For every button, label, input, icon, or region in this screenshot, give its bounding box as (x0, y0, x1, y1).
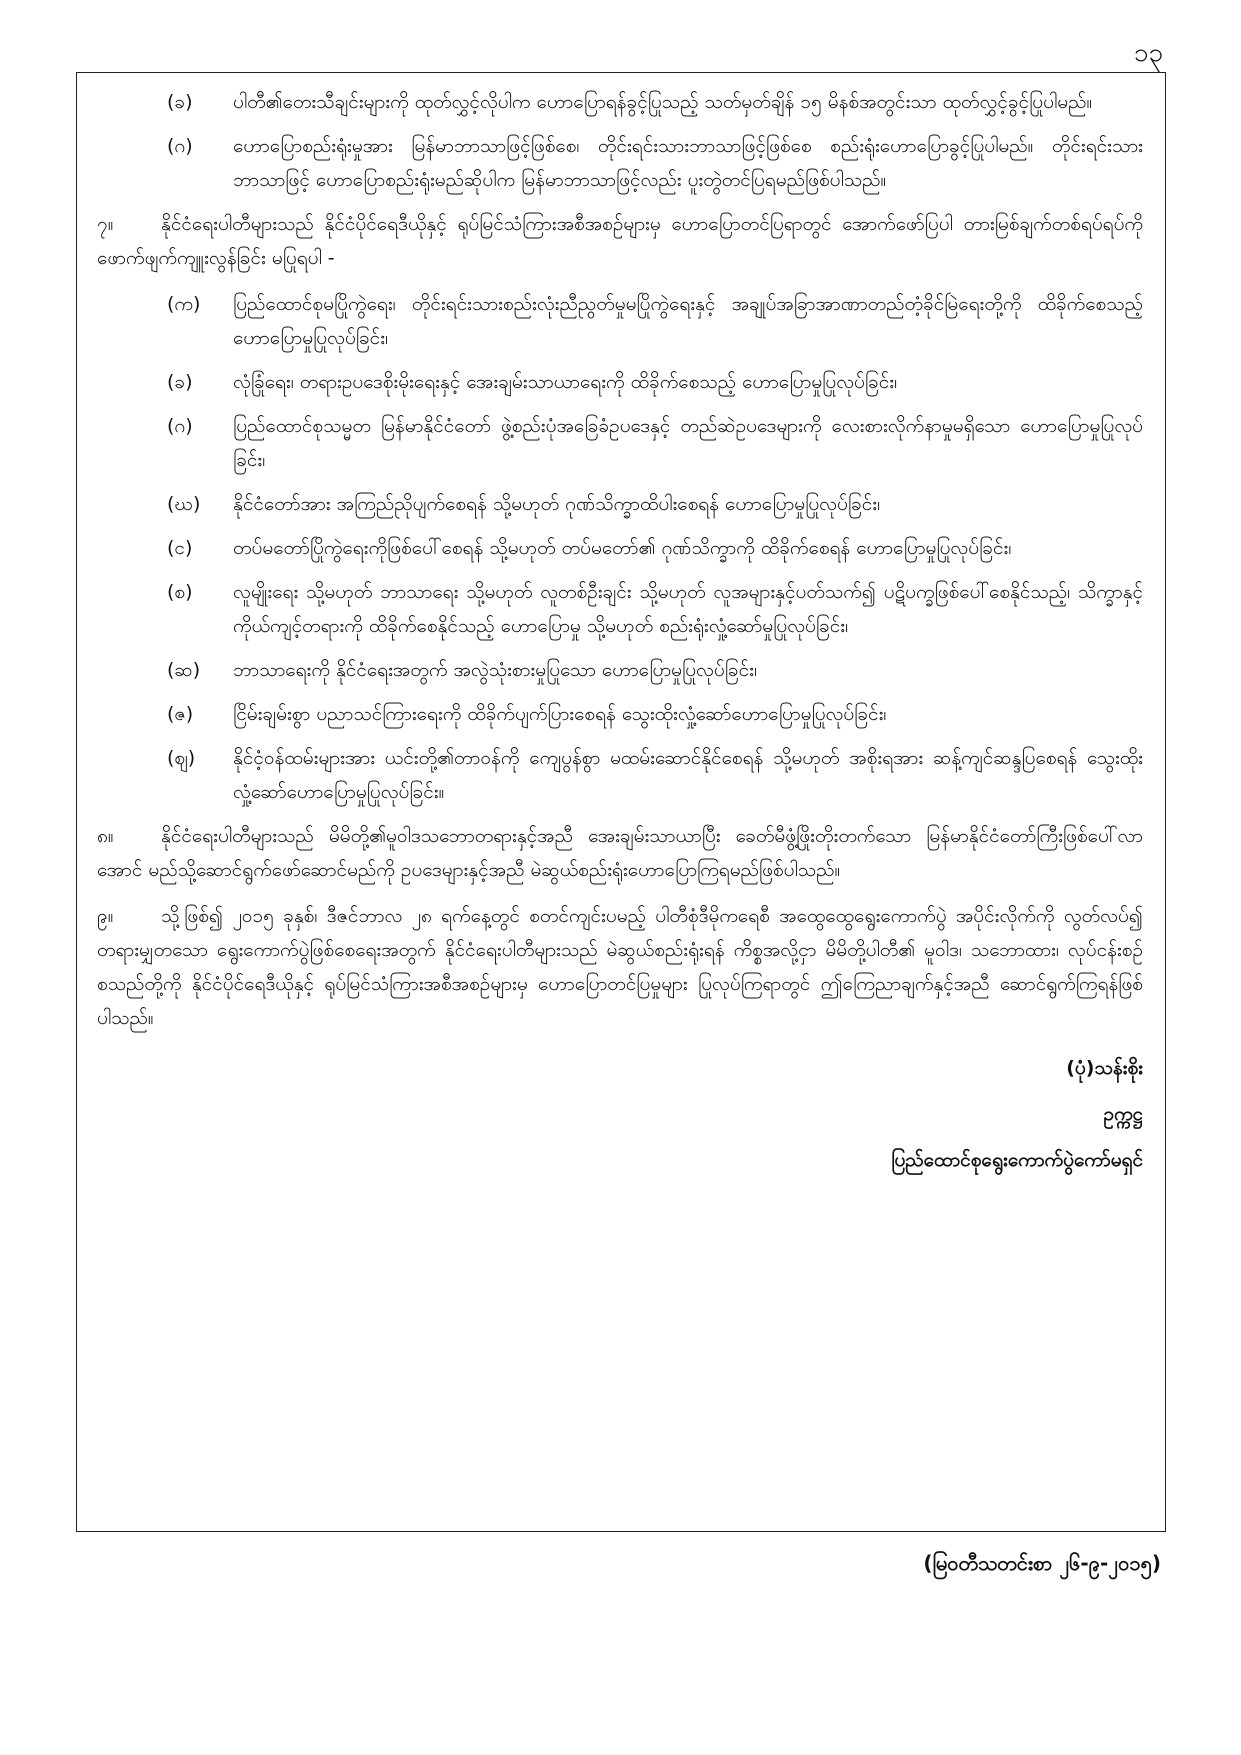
item-text: ပြည်ထောင်စုမပြိုကွဲရေး၊ တိုင်းရင်းသားစည်းလုံးညီညွတ်မှုမပြိုကွဲရေးနှင့် အချုပ်အခြာအာဏာတည်တံ့ခိုင်မြဲရေးတို့ကို ထိခိုက်စေသည့်ဟောပြောမှုပြုလုပ်ခြင်း၊ (233, 293, 1143, 349)
paragraph-8 (97, 819, 1143, 887)
item-marker: (ဂ) (167, 415, 193, 437)
list-item (167, 487, 1143, 521)
list-item (167, 287, 1143, 355)
item-text: ပါတီ၏တေးသီချင်းများကို ထုတ်လွှင့်လိုပါက ဟောပြောရန်ခွင့်ပြုသည့် သတ်မှတ်ချိန် ၁၅ မိနစ်အတွင်းသာ ထုတ်လွှင့်ခွင့်ပြုပါမည်။ (233, 91, 1093, 113)
document-frame (76, 72, 1166, 1532)
page-number: ၁၃ (1133, 38, 1163, 68)
signatory-name: (ပုံ)သန်းစိုး (1066, 1057, 1143, 1079)
paragraph-text: နိုင်ငံရေးပါတီများသည် မိမိတို့၏မူဝါဒသဘောတရားနှင့်အညီ အေးချမ်းသာယာပြီး ခေတ်မီဖွံ့ဖြိုးတိုးတက်သော မြန်မာနိုင်ငံတော်ကြီးဖြစ်ပေါ်လာအောင် မည်သို့ဆောင်ရွက်ဖော်ဆောင်မည်ကို ဥပဒေများနှင့်အညီ မဲဆွယ်စည်းရုံးဟောပြောကြရမည်ဖြစ်ပါသည်။ (97, 825, 1143, 881)
list-item (167, 653, 1143, 687)
item-marker: (င) (167, 537, 193, 559)
list-item (167, 409, 1143, 477)
paragraph-7 (97, 207, 1143, 275)
item-marker: (ဆ) (167, 659, 201, 681)
item-marker: (က) (167, 293, 201, 315)
list-item (167, 85, 1143, 119)
item-text: တပ်မတော်ပြိုကွဲရေးကိုဖြစ်ပေါ်စေရန် သို့မဟုတ် တပ်မတော်၏ ဂုဏ်သိက္ခာကို ထိခိုက်စေရန် ဟောပြောမှုပြုလုပ်ခြင်း၊ (233, 537, 1012, 559)
item-text: လူမျိုးရေး သို့မဟုတ် ဘာသာရေး သို့မဟုတ် လူတစ်ဦးချင်း သို့မဟုတ် လူအများနှင့်ပတ်သက်၍ ပဋိပက္ခဖြစ်ပေါ်စေနိုင်သည့်၊ သိက္ခာနှင့်ကိုယ်ကျင့်တရားကို ထိခိုက်စေနိုင်သည့် ဟောပြောမှု သို့မဟုတ် စည်းရုံးလှုံ့ဆော်မှုပြုလုပ်ခြင်း၊ (233, 581, 1143, 637)
signatory-office: ပြည်ထောင်စုရွေးကောက်ပွဲကော်မရှင် (891, 1149, 1143, 1171)
item-text: ငြိမ်းချမ်းစွာ ပညာသင်ကြားရေးကို ထိခိုက်ပျက်ပြားစေရန် သွေးထိုးလှုံ့ဆော်ဟောပြောမှုပြုလုပ်ခြင်း၊ (233, 703, 887, 725)
item-text: ပြည်ထောင်စုသမ္မတ မြန်မာနိုင်ငံတော် ဖွဲ့စည်းပုံအခြေခံဥပဒေနှင့် တည်ဆဲဥပဒေများကို လေးစားလိုက်နာမှုမရှိသော ဟောပြောမှုပြုလုပ်ခြင်း၊ (233, 415, 1143, 471)
list-item (167, 365, 1143, 399)
item-text: ဘာသာရေးကို နိုင်ငံရေးအတွက် အလွဲသုံးစားမှုပြုသော ဟောပြောမှုပြုလုပ်ခြင်း၊ (233, 659, 757, 681)
item-marker: (ဂ) (167, 135, 193, 157)
item-marker: (ခ) (167, 91, 193, 113)
item-text: နိုင်ငံတော်အား အကြည်ညိုပျက်စေရန် သို့မဟုတ် ဂုဏ်သိက္ခာထိပါးစေရန် ဟောပြောမှုပြုလုပ်ခြင်း၊ (233, 493, 881, 515)
list-item (167, 697, 1143, 731)
paragraph-text: သို့ဖြစ်၍ ၂၀၁၅ ခုနှစ်၊ ဒီဇင်ဘာလ ၂၈ ရက်နေ့တွင် စတင်ကျင်းပမည့် ပါတီစုံဒီမိုကရေစီ အထွေထွေရွေးကောက်ပွဲ အပိုင်းလိုက်ကို လွတ်လပ်၍ တရားမျှတသော ရွေးကောက်ပွဲဖြစ်စေရေးအတွက် နိုင်ငံရေးပါတီများသည် မဲဆွယ်စည်းရုံးရန် ကိစ္စအလို့ငှာ မိမိတို့ပါတီ၏ မူဝါဒ၊ သဘောထား၊ လုပ်ငန်းစဉ် စသည်တို့ကို နိုင်ငံပိုင်ရေဒီယိုနှင့် ရုပ်မြင်သံကြားအစီအစဉ်များမှ ဟောပြောတင်ပြမှုများ ပြုလုပ်ကြရာတွင် ဤကြေညာချက်နှင့်အညီ ဆောင်ရွက်ကြရန်ဖြစ်ပါသည်။ (97, 905, 1143, 1029)
list-item (167, 741, 1143, 809)
list-item (167, 129, 1143, 197)
paragraph-text: နိုင်ငံရေးပါတီများသည် နိုင်ငံပိုင်ရေဒီယိုနှင့် ရုပ်မြင်သံကြားအစီအစဉ်များမှ ဟောပြောတင်ပြရာတွင် အောက်ဖော်ပြပါ တားမြစ်ချက်တစ်ရပ်ရပ်ကို ဖောက်ဖျက်ကျူးလွန်ခြင်း မပြုရပါ - (97, 213, 1143, 269)
item-marker: (ဇ) (167, 703, 194, 725)
item-marker: (ခ) (167, 371, 193, 393)
paragraph-number: ၉။ (97, 905, 114, 927)
paragraph-9 (97, 899, 1143, 1035)
list-item (167, 575, 1143, 643)
item-marker: (ဈ) (167, 747, 196, 769)
item-text: လုံခြုံရေး၊ တရားဥပဒေစိုးမိုးရေးနှင့် အေးချမ်းသာယာရေးကို ထိခိုက်စေသည့် ဟောပြောမှုပြုလုပ်ခြင်း၊ (233, 371, 898, 393)
item-text: ဟောပြောစည်းရုံးမှုအား မြန်မာဘာသာဖြင့်ဖြစ်စေ၊ တိုင်းရင်းသားဘာသာဖြင့်ဖြစ်စေ စည်းရုံးဟောပြောခွင့်ပြုပါမည်။ တိုင်းရင်းသားဘာသာဖြင့် ဟောပြောစည်းရုံးမည်ဆိုပါက မြန်မာဘာသာဖြင့်လည်း ပူးတွဲတင်ပြရမည်ဖြစ်ပါသည်။ (233, 135, 1143, 191)
item-text: နိုင်ငံ့ဝန်ထမ်းများအား ယင်းတို့၏တာဝန်ကို ကျေပွန်စွာ မထမ်းဆောင်နိုင်စေရန် သို့မဟုတ် အစိုးရအား ဆန့်ကျင်ဆန္ဒပြစေရန် သွေးထိုးလှုံ့ဆော်ဟောပြောမှုပြုလုပ်ခြင်း။ (233, 747, 1143, 803)
paragraph-number: ၈။ (97, 825, 114, 847)
source-note: (မြဝတီသတင်းစာ ၂၆-၉-၂၀၁၅) (923, 1551, 1161, 1575)
list-item (167, 531, 1143, 565)
item-marker: (စ) (167, 581, 193, 603)
item-marker: (ဃ) (167, 493, 201, 515)
signatory-title: ဥက္ကဋ္ဌ (1103, 1103, 1143, 1125)
paragraph-number: ၇။ (97, 213, 114, 235)
